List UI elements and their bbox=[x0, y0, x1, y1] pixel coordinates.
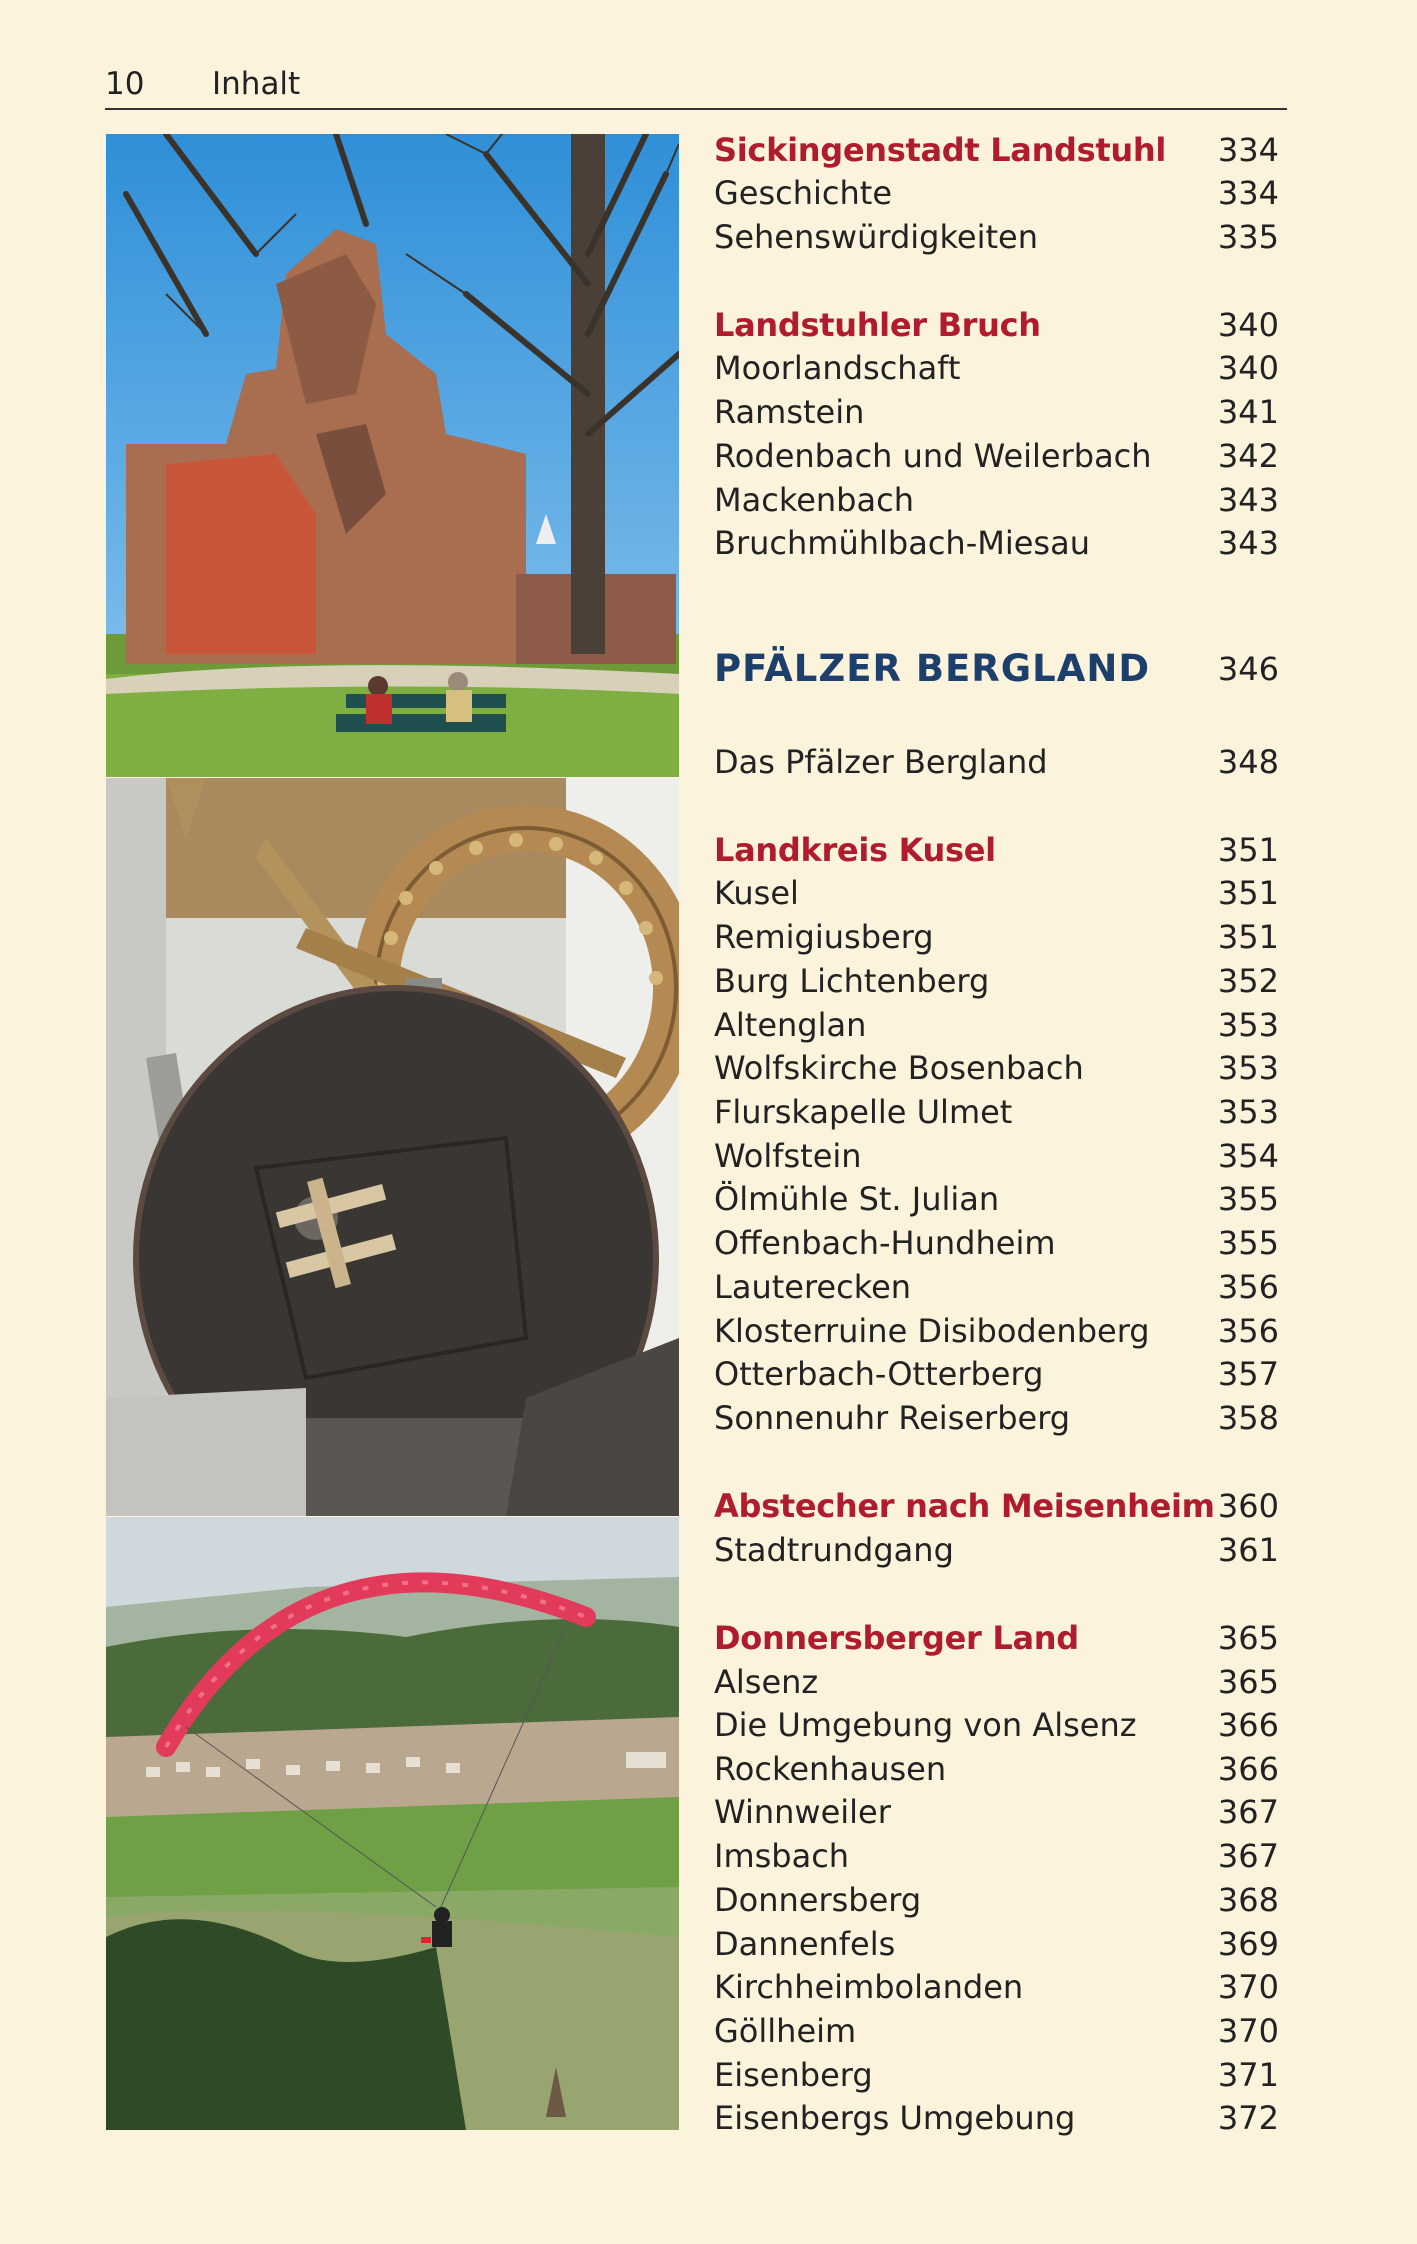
toc-title: Wolfstein bbox=[714, 1137, 862, 1175]
toc-page-number: 372 bbox=[1217, 2099, 1279, 2137]
castle-ruin-photo bbox=[106, 134, 679, 777]
toc-entry bbox=[714, 1396, 1279, 1440]
toc-page-number: 366 bbox=[1217, 1750, 1279, 1788]
toc-page-number: 369 bbox=[1217, 1925, 1279, 1963]
toc-title: Kirchheimbolanden bbox=[714, 1968, 1024, 2006]
toc-entry bbox=[714, 1878, 1279, 1922]
toc-title: Mackenbach bbox=[714, 481, 914, 519]
toc-title: Geschichte bbox=[714, 174, 893, 212]
toc-title: Dannenfels bbox=[714, 1925, 896, 1963]
toc-title: Landkreis Kusel bbox=[714, 831, 996, 869]
toc-title: Göllheim bbox=[714, 2012, 857, 2050]
toc-page-number: 360 bbox=[1217, 1487, 1279, 1525]
toc-page-number: 351 bbox=[1217, 874, 1279, 912]
toc-entry bbox=[714, 2096, 1279, 2140]
toc-entry bbox=[714, 521, 1279, 565]
toc-page-number: 355 bbox=[1217, 1224, 1279, 1262]
toc-page-number: 365 bbox=[1217, 1619, 1279, 1657]
toc-page-number: 354 bbox=[1217, 1137, 1279, 1175]
toc-title: Altenglan bbox=[714, 1006, 867, 1044]
toc-entry bbox=[714, 1790, 1279, 1834]
toc-page-number: 366 bbox=[1217, 1706, 1279, 1744]
toc-title: Abstecher nach Meisenheim bbox=[714, 1487, 1215, 1525]
toc-title: Burg Lichtenberg bbox=[714, 962, 990, 1000]
toc-title: Sehenswürdigkeiten bbox=[714, 218, 1038, 256]
toc-title: Bruchmühlbach-Miesau bbox=[714, 524, 1090, 562]
toc-title: Stadtrundgang bbox=[714, 1531, 954, 1569]
toc-title: Sonnenuhr Reiserberg bbox=[714, 1399, 1071, 1437]
toc-page-number: 370 bbox=[1217, 2012, 1279, 2050]
toc-title: Wolfskirche Bosenbach bbox=[714, 1049, 1084, 1087]
toc-entry bbox=[714, 1965, 1279, 2009]
toc-title: Donnersberger Land bbox=[714, 1619, 1079, 1657]
toc-heading bbox=[714, 303, 1279, 347]
toc-heading bbox=[714, 128, 1279, 172]
toc-entry bbox=[714, 1922, 1279, 1966]
toc-title: PFÄLZER BERGLAND bbox=[714, 647, 1151, 690]
toc-page-number: 340 bbox=[1217, 349, 1279, 387]
toc-entry bbox=[714, 1134, 1279, 1178]
toc-title: Das Pfälzer Bergland bbox=[714, 743, 1048, 781]
toc-title: Ölmühle St. Julian bbox=[714, 1180, 1000, 1218]
toc-title: Kusel bbox=[714, 874, 799, 912]
toc-entry bbox=[714, 390, 1279, 434]
toc-entry bbox=[714, 915, 1279, 959]
toc-entry bbox=[714, 1528, 1279, 1572]
toc-title: Ramstein bbox=[714, 393, 865, 431]
toc-page-number: 356 bbox=[1217, 1312, 1279, 1350]
toc-title: Die Umgebung von Alsenz bbox=[714, 1706, 1137, 1744]
toc-page-number: 348 bbox=[1217, 743, 1279, 781]
toc-page-number: 342 bbox=[1217, 437, 1279, 475]
toc-title: Flurskapelle Ulmet bbox=[714, 1093, 1013, 1131]
toc-title: Offenbach-Hundheim bbox=[714, 1224, 1056, 1262]
toc-title: Klosterruine Disibodenberg bbox=[714, 1312, 1150, 1350]
toc-entry bbox=[714, 1003, 1279, 1047]
toc-title: Lauterecken bbox=[714, 1268, 912, 1306]
toc-title: Sickingenstadt Landstuhl bbox=[714, 131, 1167, 169]
toc-entry bbox=[714, 1265, 1279, 1309]
toc-entry bbox=[714, 1090, 1279, 1134]
toc-title: Eisenbergs Umgebung bbox=[714, 2099, 1076, 2137]
toc-page-number: 335 bbox=[1217, 218, 1279, 256]
toc-entry bbox=[714, 434, 1279, 478]
toc-entry bbox=[714, 1221, 1279, 1265]
toc-title: Winnweiler bbox=[714, 1793, 891, 1831]
toc-page-number: 351 bbox=[1217, 918, 1279, 956]
toc-page-number: 346 bbox=[1217, 650, 1279, 688]
toc-page-number: 371 bbox=[1217, 2056, 1279, 2094]
toc-entry bbox=[714, 1703, 1279, 1747]
page-number: 10 bbox=[105, 66, 145, 102]
toc-entry bbox=[714, 1309, 1279, 1353]
toc-page-number: 361 bbox=[1217, 1531, 1279, 1569]
paraglider-landscape-photo bbox=[106, 1517, 679, 2130]
toc-entry bbox=[714, 1747, 1279, 1791]
toc-page-number: 353 bbox=[1217, 1049, 1279, 1087]
toc-title: Landstuhler Bruch bbox=[714, 306, 1041, 344]
toc-page-number: 368 bbox=[1217, 1881, 1279, 1919]
toc-heading bbox=[714, 828, 1279, 872]
toc-page-number: 365 bbox=[1217, 1663, 1279, 1701]
toc-entry bbox=[714, 1046, 1279, 1090]
toc-entry bbox=[714, 959, 1279, 1003]
toc-page-number: 358 bbox=[1217, 1399, 1279, 1437]
toc-page-number: 352 bbox=[1217, 962, 1279, 1000]
toc-page-number: 334 bbox=[1217, 174, 1279, 212]
section-title: Inhalt bbox=[212, 66, 301, 102]
toc-entry bbox=[714, 871, 1279, 915]
toc-page-number: 351 bbox=[1217, 831, 1279, 869]
toc-chapter bbox=[714, 644, 1279, 694]
table-of-contents bbox=[714, 0, 1279, 2244]
toc-page-number: 343 bbox=[1217, 524, 1279, 562]
toc-title: Otterbach-Otterberg bbox=[714, 1355, 1044, 1393]
toc-title: Moorlandschaft bbox=[714, 349, 961, 387]
toc-entry bbox=[714, 346, 1279, 390]
toc-title: Remigiusberg bbox=[714, 918, 934, 956]
toc-title: Eisenberg bbox=[714, 2056, 873, 2094]
toc-page-number: 367 bbox=[1217, 1793, 1279, 1831]
toc-entry bbox=[714, 1352, 1279, 1396]
toc-entry bbox=[714, 1834, 1279, 1878]
oil-mill-millstone-photo bbox=[106, 778, 679, 1516]
toc-page-number: 370 bbox=[1217, 1968, 1279, 2006]
toc-title: Donnersberg bbox=[714, 1881, 922, 1919]
toc-entry bbox=[714, 1660, 1279, 1704]
toc-page-number: 353 bbox=[1217, 1006, 1279, 1044]
toc-entry bbox=[714, 740, 1279, 784]
toc-heading bbox=[714, 1484, 1279, 1528]
toc-page-number: 367 bbox=[1217, 1837, 1279, 1875]
toc-page-number: 355 bbox=[1217, 1180, 1279, 1218]
toc-entry bbox=[714, 1177, 1279, 1221]
toc-page-number: 343 bbox=[1217, 481, 1279, 519]
toc-page-number: 341 bbox=[1217, 393, 1279, 431]
toc-page-number: 334 bbox=[1217, 131, 1279, 169]
toc-title: Rodenbach und Weilerbach bbox=[714, 437, 1152, 475]
toc-title: Imsbach bbox=[714, 1837, 850, 1875]
toc-heading bbox=[714, 1616, 1279, 1660]
toc-entry bbox=[714, 215, 1279, 259]
toc-entry bbox=[714, 478, 1279, 522]
toc-title: Rockenhausen bbox=[714, 1750, 947, 1788]
toc-page-number: 356 bbox=[1217, 1268, 1279, 1306]
toc-page-number: 357 bbox=[1217, 1355, 1279, 1393]
toc-entry bbox=[714, 2009, 1279, 2053]
toc-entry bbox=[714, 2053, 1279, 2097]
toc-title: Alsenz bbox=[714, 1663, 819, 1701]
toc-entry bbox=[714, 171, 1279, 215]
toc-page-number: 340 bbox=[1217, 306, 1279, 344]
toc-page-number: 353 bbox=[1217, 1093, 1279, 1131]
